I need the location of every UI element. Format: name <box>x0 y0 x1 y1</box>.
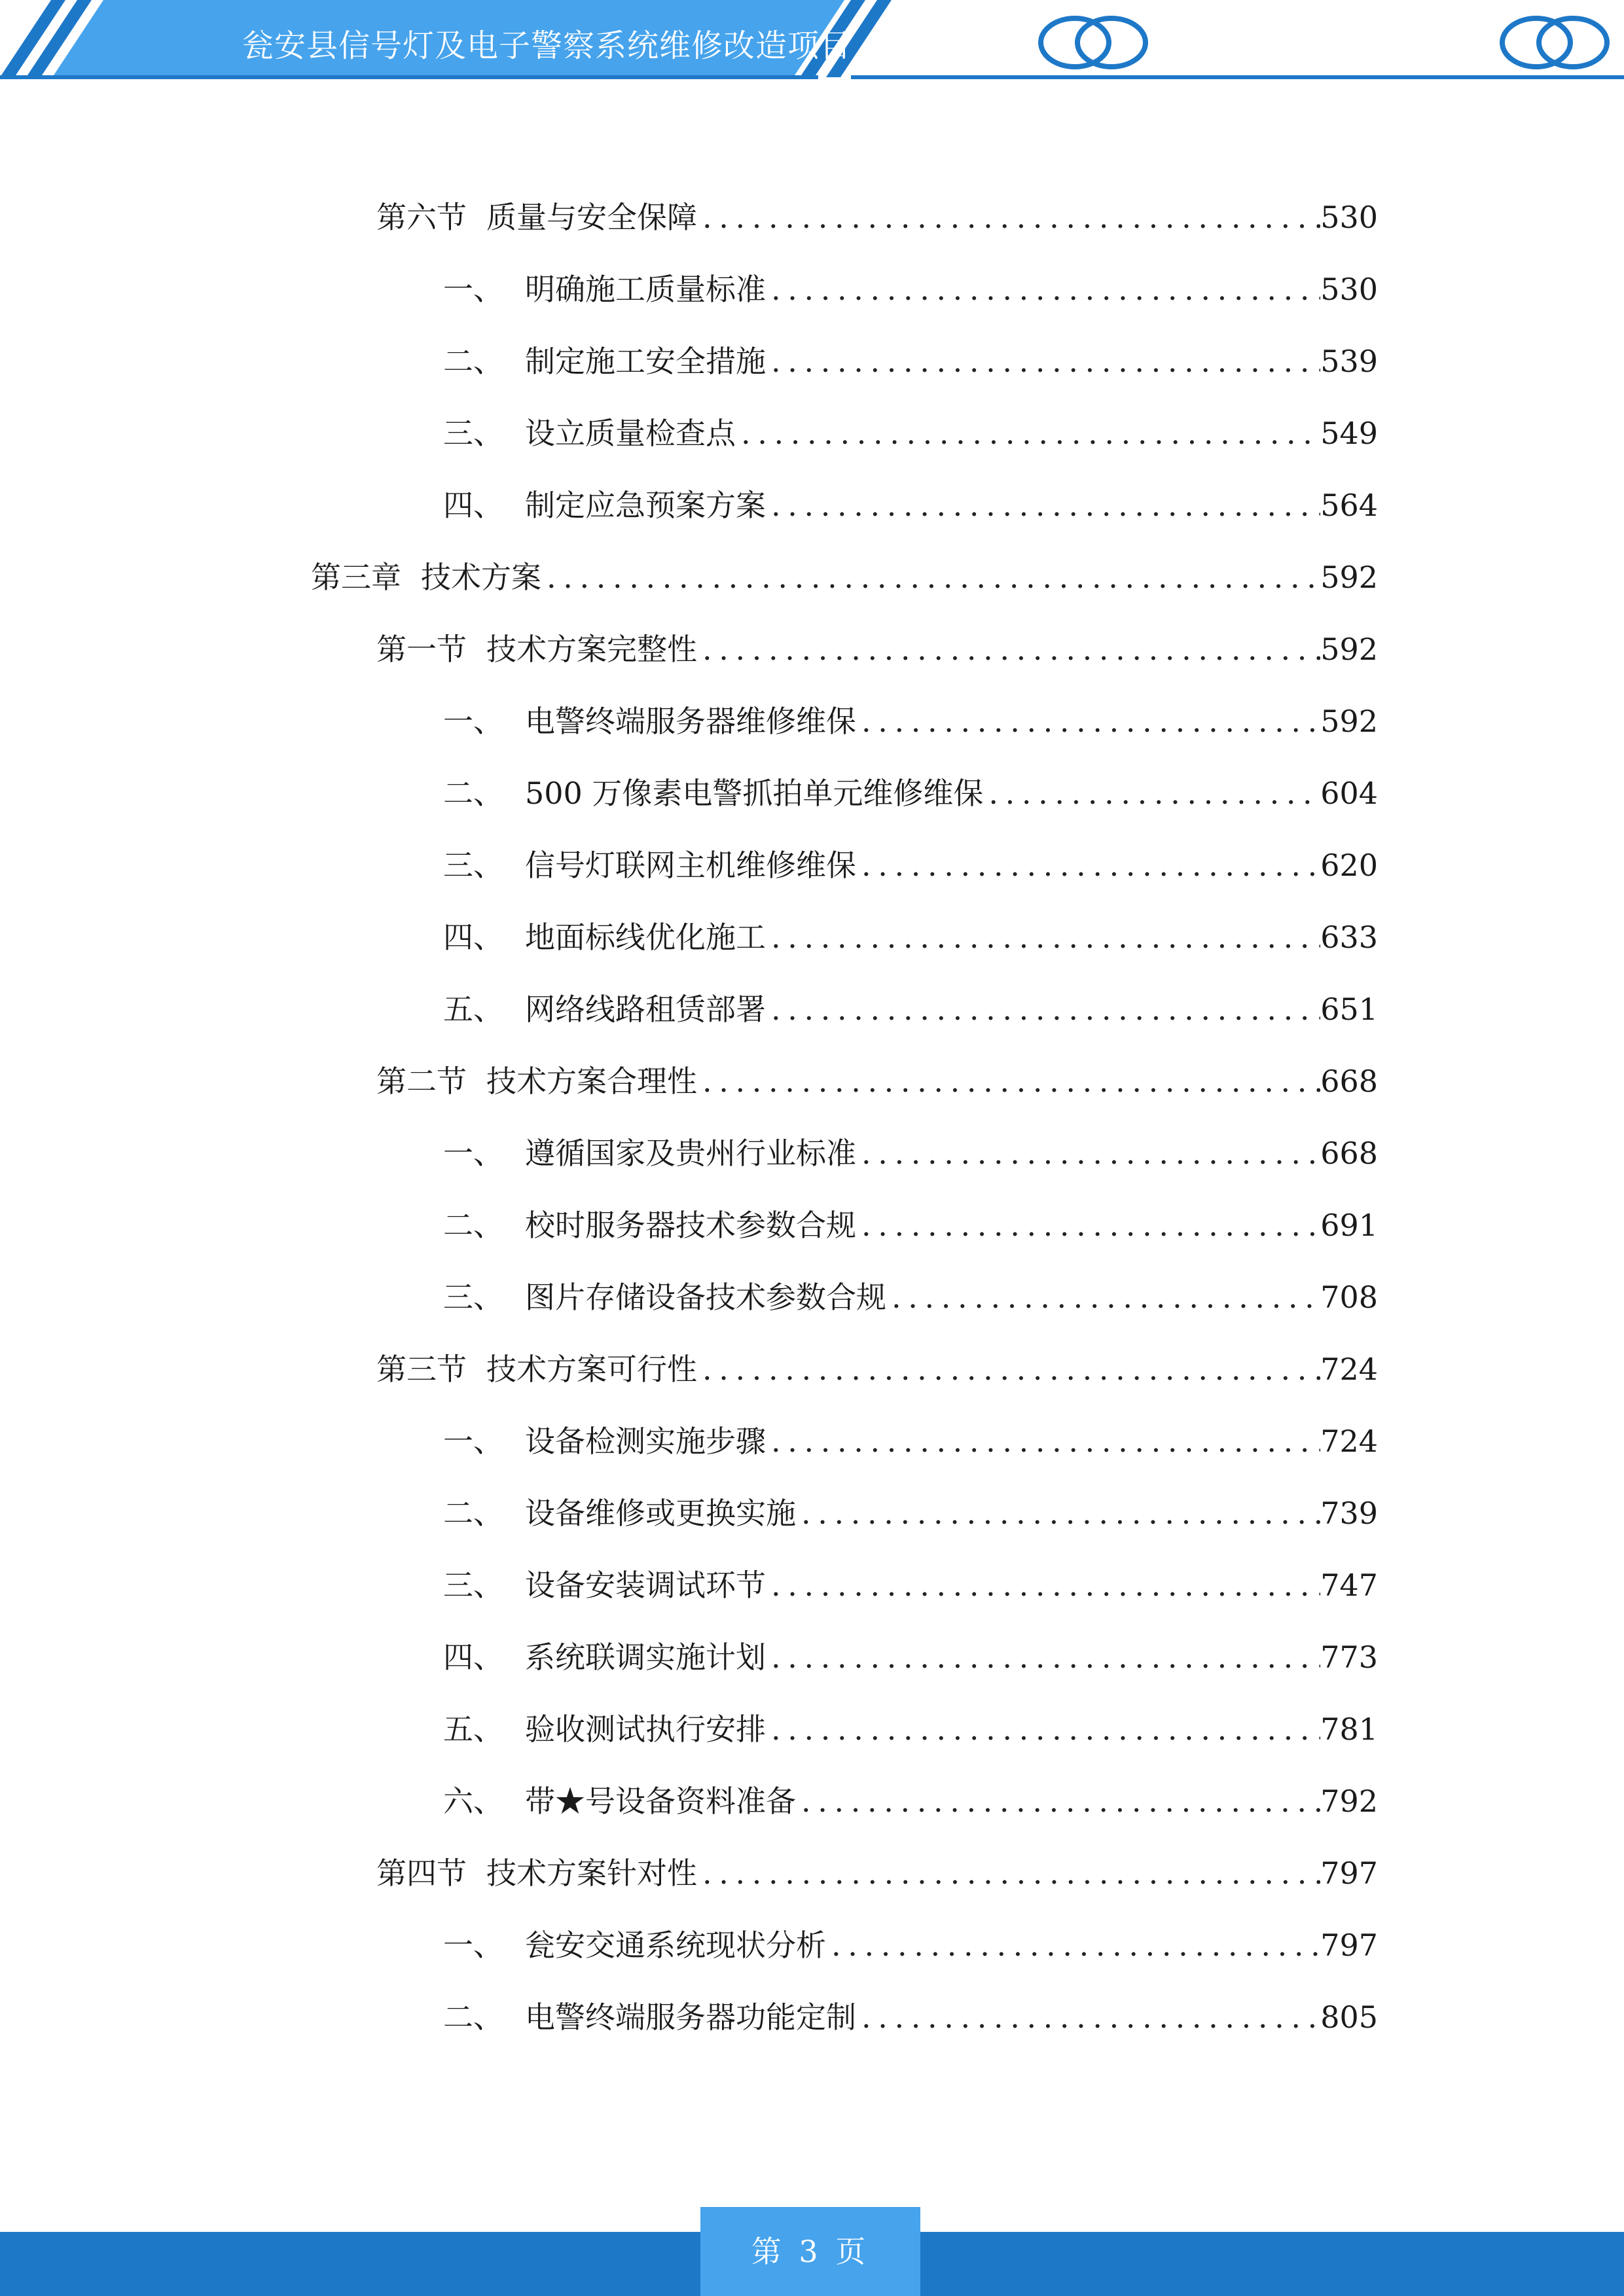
toc-entry[interactable] <box>443 410 1378 456</box>
toc-title: 信号灯联网主机维修维保 <box>525 848 856 883</box>
toc-entry[interactable] <box>443 1562 1378 1608</box>
toc-label: 四、 <box>443 488 503 523</box>
toc-title: 电警终端服务器功能定制 <box>525 2000 856 2035</box>
toc-page: 739 <box>1320 1496 1378 1531</box>
toc-entry[interactable] <box>443 338 1378 384</box>
toc-page: 708 <box>1320 1280 1378 1315</box>
toc-entry[interactable] <box>443 1778 1378 1824</box>
toc-entry[interactable] <box>376 1058 1378 1104</box>
toc-title: 技术方案可行性 <box>486 1352 697 1387</box>
toc-entry[interactable] <box>443 1418 1378 1464</box>
toc-leader <box>697 1058 1320 1104</box>
toc-page: 633 <box>1320 920 1378 955</box>
toc-entry[interactable] <box>443 1490 1378 1536</box>
toc-page: 530 <box>1320 272 1378 307</box>
toc-entry[interactable] <box>443 1274 1378 1320</box>
double-ring-icon <box>1496 13 1614 72</box>
toc-label: 一、 <box>443 1136 503 1171</box>
toc-leader <box>766 1562 1320 1608</box>
page-number: 第 3 页 <box>751 2234 870 2269</box>
toc-leader <box>766 482 1320 528</box>
toc-leader <box>856 1994 1320 2040</box>
toc-label: 三、 <box>443 1280 503 1315</box>
toc-page: 592 <box>1320 560 1378 595</box>
toc-leader <box>856 1130 1320 1176</box>
page-header <box>0 0 1624 85</box>
toc-label: 六、 <box>443 1784 503 1819</box>
toc-entry[interactable] <box>443 1922 1378 1968</box>
toc-title: 技术方案完整性 <box>486 632 697 667</box>
double-ring-icon <box>1034 13 1152 72</box>
toc-label: 五、 <box>443 992 503 1027</box>
toc-title: 制定施工安全措施 <box>525 344 766 379</box>
toc-label: 第三章 <box>311 560 401 595</box>
toc-label: 一、 <box>443 1424 503 1459</box>
toc-page: 668 <box>1320 1136 1378 1171</box>
toc-entry[interactable] <box>443 1994 1378 2040</box>
toc-label: 二、 <box>443 344 503 379</box>
toc-leader <box>826 1922 1320 1968</box>
toc-title: 电警终端服务器维修维保 <box>525 704 856 739</box>
toc-title: 设备维修或更换实施 <box>525 1496 796 1531</box>
toc-entry[interactable] <box>443 1634 1378 1680</box>
toc-title: 地面标线优化施工 <box>525 920 766 955</box>
toc-title: 设备检测实施步骤 <box>525 1424 766 1459</box>
toc-title: 验收测试执行安排 <box>525 1712 766 1747</box>
toc-title: 明确施工质量标准 <box>525 272 766 307</box>
toc-leader <box>983 770 1320 816</box>
toc-title: 制定应急预案方案 <box>525 488 766 523</box>
toc-label: 三、 <box>443 1568 503 1603</box>
toc-page: 773 <box>1320 1640 1378 1675</box>
toc-entry[interactable] <box>311 554 1378 600</box>
toc-title: 图片存储设备技术参数合规 <box>525 1280 886 1315</box>
toc-entry[interactable] <box>443 1706 1378 1752</box>
toc-page: 549 <box>1320 416 1378 451</box>
toc-title: 技术方案合理性 <box>486 1064 697 1099</box>
toc-page: 747 <box>1320 1568 1378 1603</box>
toc-page: 651 <box>1320 992 1378 1027</box>
toc-leader <box>766 338 1320 384</box>
toc-label: 第二节 <box>376 1064 467 1099</box>
toc-entry[interactable] <box>443 1202 1378 1248</box>
toc-title: 带★号设备资料准备 <box>525 1784 796 1819</box>
toc-leader <box>766 986 1320 1032</box>
toc-label: 第三节 <box>376 1352 467 1387</box>
toc-label: 第四节 <box>376 1856 467 1891</box>
toc-title: 网络线路租赁部署 <box>525 992 766 1027</box>
toc-page: 620 <box>1320 848 1378 883</box>
toc-label: 三、 <box>443 416 503 451</box>
toc-leader <box>796 1490 1320 1536</box>
toc-title: 技术方案 <box>421 560 541 595</box>
toc-page: 792 <box>1320 1784 1378 1819</box>
toc-entry[interactable] <box>443 1130 1378 1176</box>
toc-entry[interactable] <box>376 1346 1378 1392</box>
toc-entry[interactable] <box>443 266 1378 312</box>
toc-entry[interactable] <box>443 914 1378 960</box>
toc-entry[interactable] <box>443 770 1378 816</box>
toc-leader <box>697 1850 1320 1896</box>
toc-entry[interactable] <box>443 698 1378 744</box>
toc-leader <box>541 554 1320 600</box>
toc-entry[interactable] <box>376 1850 1378 1896</box>
toc-leader <box>766 1418 1320 1464</box>
toc-page: 724 <box>1320 1352 1378 1387</box>
toc-leader <box>766 914 1320 960</box>
toc-label: 四、 <box>443 1640 503 1675</box>
toc-title: 设备安装调试环节 <box>525 1568 766 1603</box>
toc-label: 一、 <box>443 1928 503 1963</box>
toc-title: 技术方案针对性 <box>486 1856 697 1891</box>
toc-label: 二、 <box>443 776 503 811</box>
toc-entry[interactable] <box>443 986 1378 1032</box>
toc-leader <box>766 1634 1320 1680</box>
toc-title: 校时服务器技术参数合规 <box>525 1208 856 1243</box>
toc-label: 第一节 <box>376 632 467 667</box>
toc-page: 592 <box>1320 632 1378 667</box>
toc-entry[interactable] <box>443 842 1378 888</box>
toc-title: 质量与安全保障 <box>486 200 697 235</box>
toc-label: 四、 <box>443 920 503 955</box>
toc-label: 二、 <box>443 1496 503 1531</box>
toc-page: 691 <box>1320 1208 1378 1243</box>
toc-leader <box>766 266 1320 312</box>
toc-leader <box>886 1274 1320 1320</box>
toc-page: 530 <box>1320 200 1378 235</box>
toc-label: 二、 <box>443 1208 503 1243</box>
toc-leader <box>766 1706 1320 1752</box>
toc-label: 第六节 <box>376 200 467 235</box>
toc-page: 539 <box>1320 344 1378 379</box>
toc-page: 797 <box>1320 1928 1378 1963</box>
toc-title: 设立质量检查点 <box>525 416 736 451</box>
toc-entry[interactable] <box>376 194 1378 240</box>
toc-leader <box>736 410 1320 456</box>
toc-page: 604 <box>1320 776 1378 811</box>
toc-page: 797 <box>1320 1856 1378 1891</box>
toc-page: 724 <box>1320 1424 1378 1459</box>
toc-label: 一、 <box>443 272 503 307</box>
toc-title: 遵循国家及贵州行业标准 <box>525 1136 856 1171</box>
toc-entry[interactable] <box>443 482 1378 528</box>
toc-leader <box>856 1202 1320 1248</box>
toc-label: 五、 <box>443 1712 503 1747</box>
toc-label: 一、 <box>443 704 503 739</box>
toc-title: 系统联调实施计划 <box>525 1640 766 1675</box>
toc-page: 668 <box>1320 1064 1378 1099</box>
toc-leader <box>856 698 1320 744</box>
toc-label: 二、 <box>443 2000 503 2035</box>
toc-page: 564 <box>1320 488 1378 523</box>
toc-page: 781 <box>1320 1712 1378 1747</box>
toc-page: 805 <box>1320 2000 1378 2035</box>
document-title: 瓮安县信号灯及电子警察系统维修改造项目 <box>242 27 852 64</box>
toc-page: 592 <box>1320 704 1378 739</box>
toc-leader <box>796 1778 1320 1824</box>
toc-leader <box>856 842 1320 888</box>
toc-entry[interactable] <box>376 626 1378 672</box>
toc-leader <box>697 194 1320 240</box>
toc-title: 瓮安交通系统现状分析 <box>525 1928 826 1963</box>
toc-leader <box>697 626 1320 672</box>
toc-title: 500 万像素电警抓拍单元维修维保 <box>525 776 984 811</box>
toc-label: 三、 <box>443 848 503 883</box>
toc-leader <box>697 1346 1320 1392</box>
